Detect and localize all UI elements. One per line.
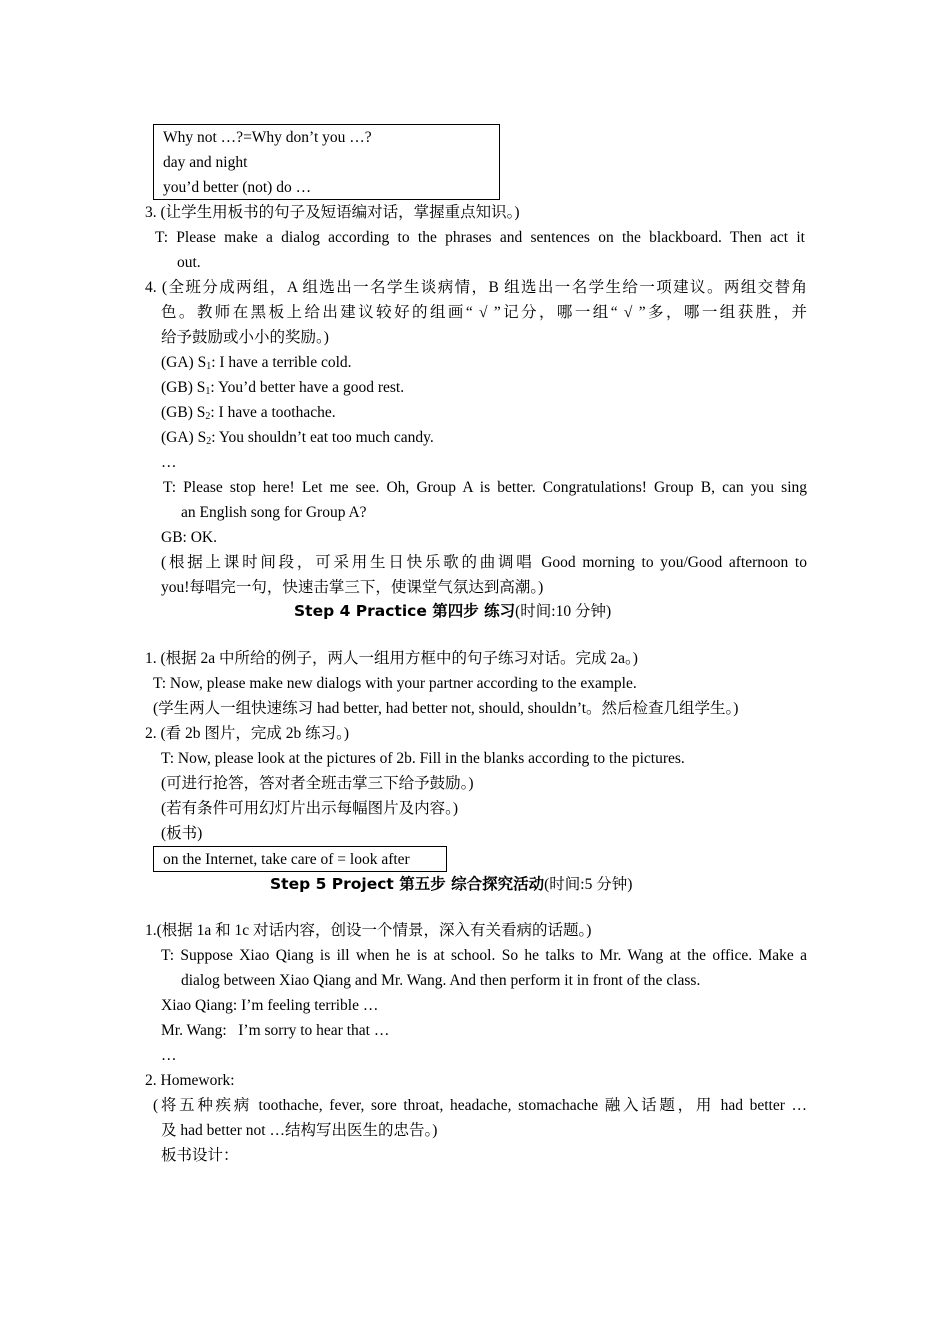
dialog-line: (GA) $S_2$: You shouldn’t eat too much candy. [161,429,434,447]
blackboard-box [153,846,447,872]
xiao-qiang-line: Xiao Qiang: I’m feeling terrible … [161,997,379,1014]
homework-note-line2: 及 had better not …结构写出医生的忠告。) [161,1122,438,1139]
s4-item2-note2: (若有条件可用幻灯片出示每幅图片及内容。) [161,800,459,817]
gb-reply: GB: OK. [161,529,217,546]
s5-item1-heading: 1.(根据 1a 和 1c 对话内容，创设一个情景，深入有关看病的话题。) [145,922,592,939]
ellipsis: … [161,454,177,471]
s4-item2-board: (板书) [161,825,203,842]
homework-note-line1: (将五种疾病 toothache, fever, sore throat, headache, stomachache 融入话题，用 had better … [153,1097,807,1114]
item3-heading: 3. (让学生用板书的句子及短语编对话，掌握重点知识。) [145,204,520,221]
item4-note-line2: you!每唱完一句，快速击掌三下，使课堂气氛达到高潮。) [161,579,544,596]
item4-heading-line2: 色。教师在黑板上给出建议较好的组画“ √ ”记分，哪一组“ √ ”多，哪一组获胜，并 [161,304,807,321]
item4-heading-line1: 4. (全班分成两组，A 组选出一名学生谈病情，B 组选出一名学生给一项建议。两组交替角 [145,279,807,296]
step4-title: Step 4 Practice 第四步 练习(时间:10 分钟) [294,602,612,620]
box-line: you’d better (not) do … [163,179,312,196]
item3-teacher-line: T: Please make a dialog according to the phrases and sentences on the blackboard. Then act it [155,229,805,246]
item3-teacher-line-cont: out. [177,254,201,271]
board-design-label: 板书设计： [161,1147,239,1164]
item4-teacher-line-cont: an English song for Group A? [181,504,367,521]
s4-item1-note: (学生两人一组快速练习 had better, had better not, should, shouldn’t。然后检查几组学生。) [153,700,739,717]
step5-title: Step 5 Project 第五步 综合探究活动(时间:5 分钟) [270,875,633,893]
s4-item2-teacher-line: T: Now, please look at the pictures of 2b. Fill in the blanks according to the pictures. [161,750,685,767]
s5-item1-teacher-line-cont: dialog between Xiao Qiang and Mr. Wang. And then perform it in front of the class. [181,972,701,989]
box-line: on the Internet, take care of = look after [163,851,410,868]
mr-wang-line: Mr. Wang: I’m sorry to hear that … [161,1022,390,1039]
s4-item1-teacher-line: T: Now, please make new dialogs with your partner according to the example. [153,675,637,692]
item4-heading-line3: 给予鼓励或小小的奖励。) [161,329,329,346]
ellipsis: … [161,1047,177,1064]
item4-teacher-line: T: Please stop here! Let me see. Oh, Group A is better. Congratulations! Group B, can you sing [163,479,807,496]
dialog-line: (GB) $S_1$: You’d better have a good rest. [161,379,405,397]
dialog-line: (GB) $S_2$: I have a toothache. [161,404,336,422]
phrase-box [153,124,500,200]
dialog-line: (GA) $S_1$: I have a terrible cold. [161,354,352,372]
s4-item2-note1: (可进行抢答，答对者全班击掌三下给予鼓励。) [161,775,474,792]
s5-item2-heading: 2. Homework: [145,1072,235,1089]
box-line: day and night [163,154,248,171]
item4-note-line1: (根据上课时间段，可采用生日快乐歌的曲调唱 Good morning to you/Good afternoon to [161,554,807,571]
s5-item1-teacher-line: T: Suppose Xiao Qiang is ill when he is at school. So he talks to Mr. Wang at the office. Make a [161,947,807,964]
s4-item1-heading: 1. (根据 2a 中所给的例子，两人一组用方框中的句子练习对话。完成 2a。) [145,650,638,667]
s4-item2-heading: 2. (看 2b 图片，完成 2b 练习。) [145,725,350,742]
box-line: Why not …?=Why don’t you …? [163,129,372,146]
